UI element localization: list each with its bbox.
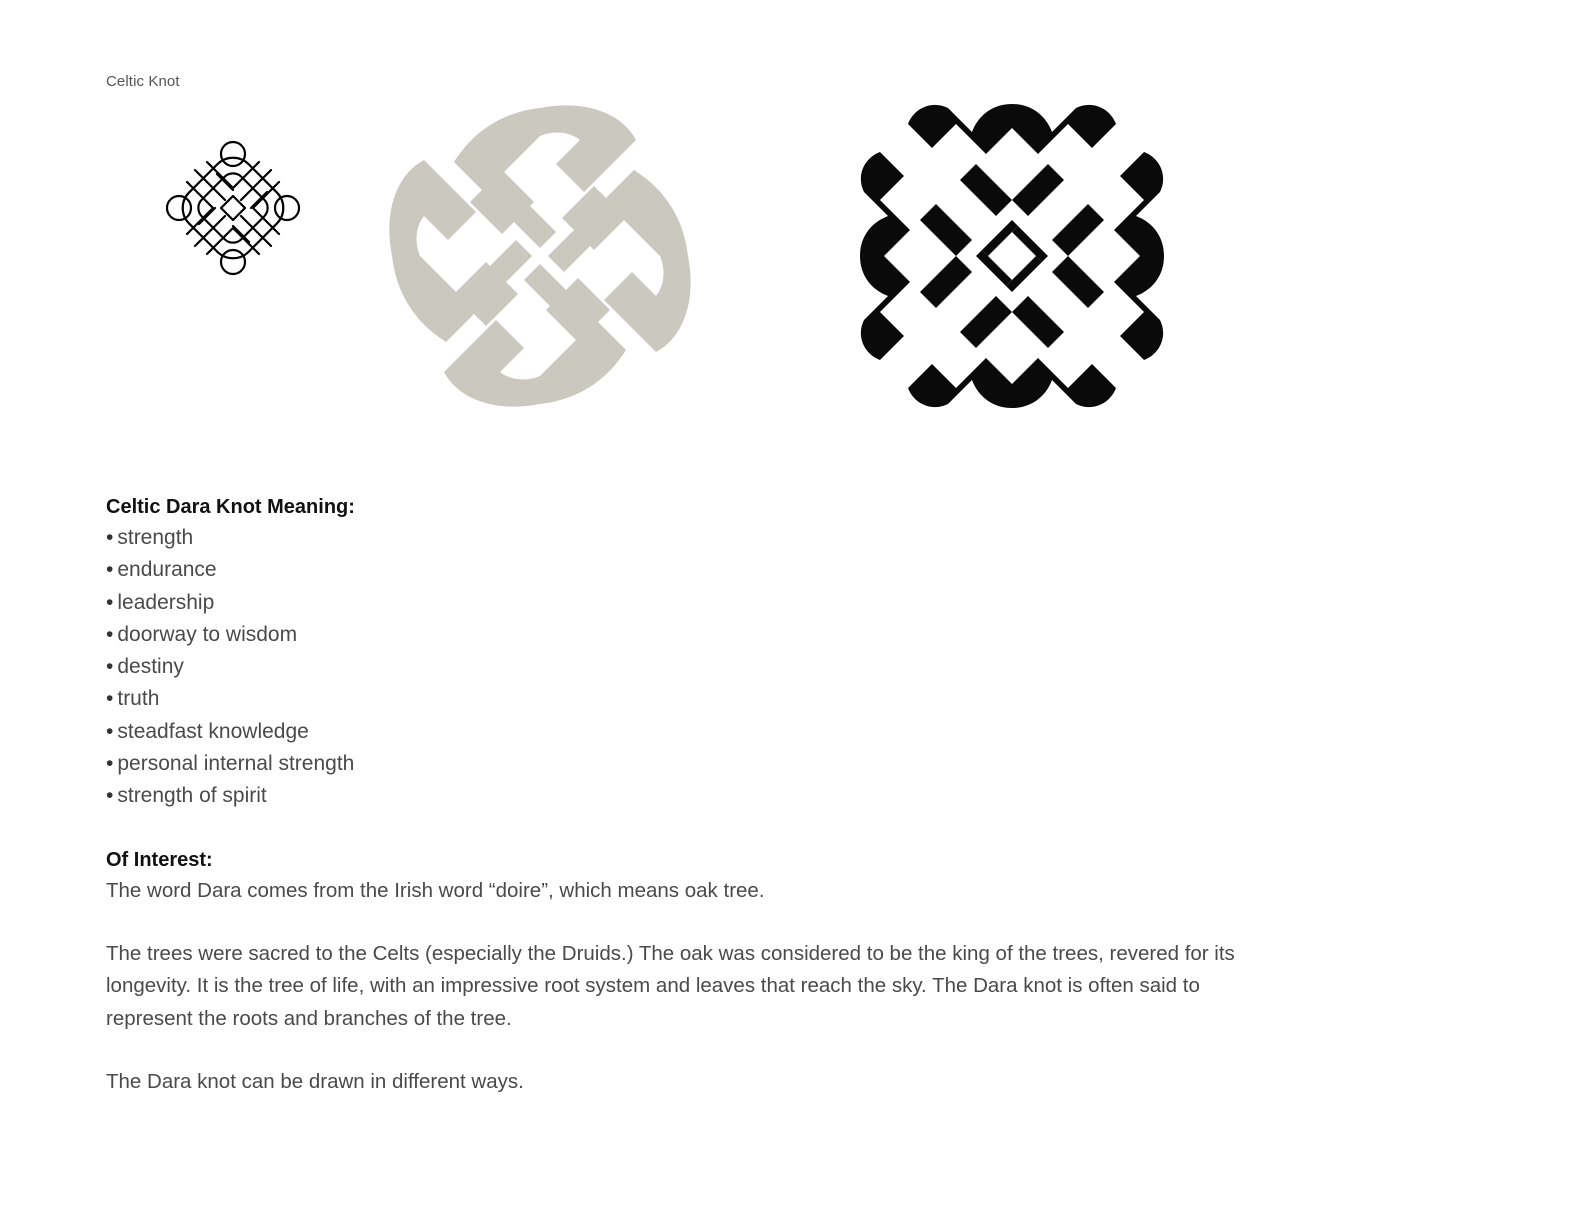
- meaning-item-text: endurance: [117, 558, 217, 582]
- dara-knot-black-icon: [856, 100, 1168, 412]
- list-item: [106, 554, 1286, 586]
- bullet: •: [106, 590, 114, 614]
- meaning-item-text: truth: [117, 687, 160, 711]
- meaning-item-text: steadfast knowledge: [117, 719, 309, 743]
- list-item: [106, 651, 1286, 683]
- list-item: [106, 780, 1286, 812]
- bullet: •: [106, 752, 114, 776]
- meaning-item-text: personal internal strength: [117, 752, 355, 776]
- list-item: [106, 587, 1286, 619]
- bullet: •: [106, 687, 114, 711]
- dara-knot-grey-icon: [384, 100, 696, 412]
- interest-paragraph: The Dara knot can be drawn in different ways.: [106, 1069, 524, 1093]
- bullet: •: [106, 719, 114, 743]
- interest-heading: Of Interest:: [106, 848, 213, 871]
- interest-section: [106, 845, 1286, 1098]
- interest-paragraph: The word Dara comes from the Irish word “doire”, which means oak tree.: [106, 878, 765, 902]
- page-header-label: Celtic Knot: [106, 73, 180, 90]
- meaning-item-text: leadership: [117, 590, 215, 614]
- dara-knot-outline-icon: [165, 140, 301, 276]
- bullet: •: [106, 784, 114, 808]
- bullet: •: [106, 622, 114, 646]
- bullet: •: [106, 526, 114, 549]
- meaning-list: [106, 522, 1286, 813]
- list-item: [106, 619, 1286, 651]
- list-item: [106, 748, 1286, 780]
- meaning-item-text: destiny: [117, 655, 184, 679]
- list-item: [106, 683, 1286, 715]
- document-body: [106, 492, 1286, 1129]
- meaning-item-text: strength of spirit: [117, 784, 267, 808]
- list-item: [106, 716, 1286, 748]
- bullet: •: [106, 655, 114, 679]
- meaning-item-text: strength: [117, 526, 194, 549]
- bullet: •: [106, 558, 114, 582]
- interest-paragraph: The trees were sacred to the Celts (especially the Druids.) The oak was considered to be the king of the trees, revered for its longevity. It is the tree of life, with an impressive root system and leaves that reach the sky. The Dara knot is often said to represent the roots and branches of the tree.: [106, 941, 1235, 1030]
- meaning-heading: Celtic Dara Knot Meaning:: [106, 496, 355, 518]
- list-item: [106, 522, 1286, 554]
- meaning-item-text: doorway to wisdom: [117, 622, 298, 646]
